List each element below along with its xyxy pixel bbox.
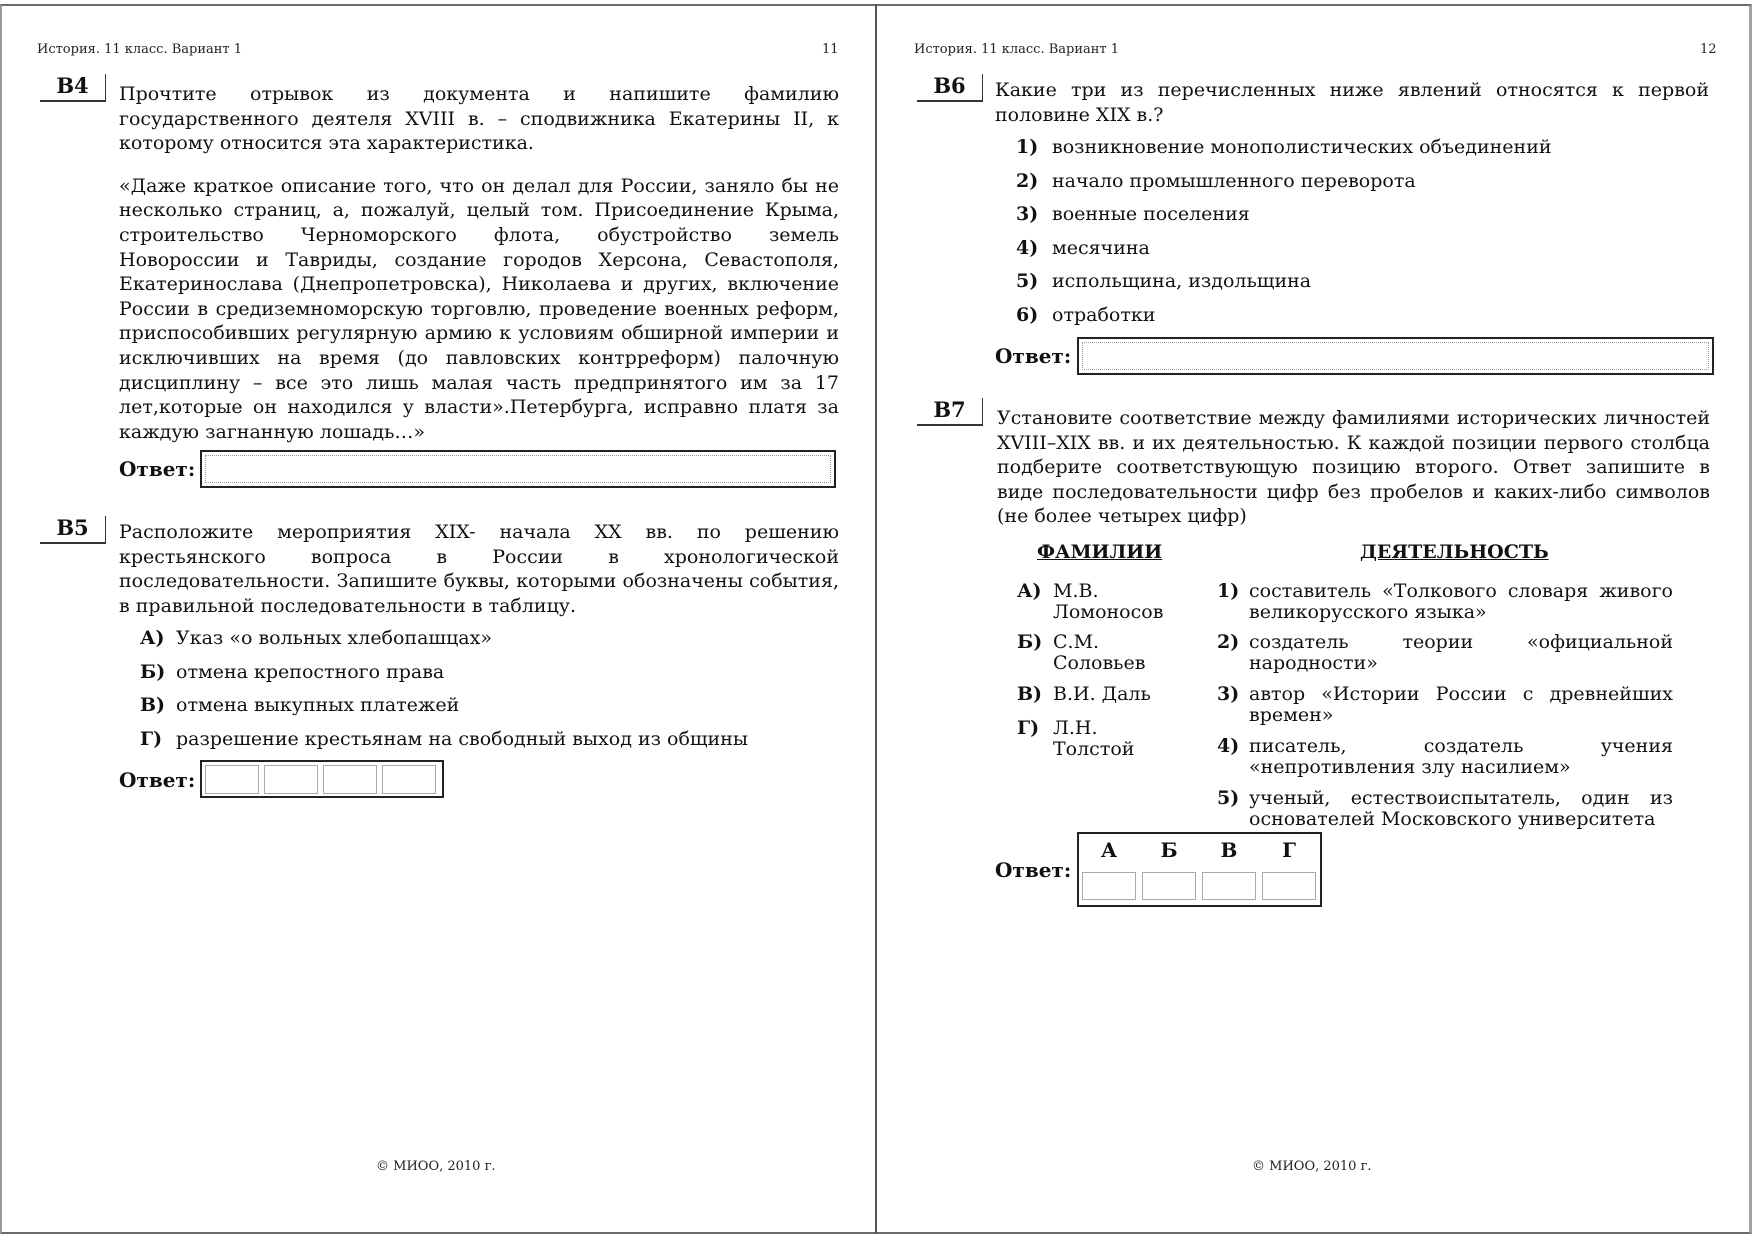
- answer-cell[interactable]: [1142, 872, 1196, 900]
- option-item: 4) месячина: [1016, 236, 1150, 259]
- option-item: В) отмена выкупных платежей: [140, 694, 460, 716]
- answer-cell[interactable]: [1202, 872, 1256, 900]
- task-prompt: Расположите мероприятия XIX- начала XX вв. по решению крестьянского вопроса в России в хронологической последовательности. Запишите буквы, которыми обозначены события, в правильной последовательности в таблицу.: [119, 521, 839, 617]
- answer-cell[interactable]: [264, 765, 318, 794]
- footer-copyright: © МИОО, 2010 г.: [376, 1159, 496, 1174]
- option-item: А) Указ «о вольных хлебопашцах»: [140, 627, 492, 649]
- answer-field[interactable]: [205, 455, 831, 483]
- task-label: В4: [40, 74, 106, 102]
- answer-cell[interactable]: [323, 765, 377, 794]
- option-item: 6) отработки: [1016, 303, 1156, 326]
- left-page: [0, 4, 876, 1234]
- answer-cells: [200, 760, 444, 798]
- option-list: [140, 626, 748, 760]
- answer-cell[interactable]: [1082, 872, 1136, 900]
- answer-field[interactable]: [1082, 342, 1709, 370]
- task-prompt: Какие три из перечисленных ниже явлений относятся к первой половине XIX в.?: [995, 79, 1709, 126]
- running-head: История. 11 класс. Вариант 1: [914, 42, 1120, 57]
- option-item: 5) испольщина, издольщина: [1016, 270, 1312, 292]
- option-item: Б) отмена крепостного права: [140, 660, 445, 683]
- page-number: 12: [1700, 42, 1717, 57]
- answer-grid: [1077, 832, 1322, 907]
- answer-label: Ответ:: [119, 768, 196, 792]
- task-prompt: [119, 82, 839, 444]
- option-item: 2) начало промышленного переворота: [1016, 169, 1416, 192]
- task-label: В7: [917, 398, 983, 426]
- footer-copyright: © МИОО, 2010 г.: [1252, 1159, 1372, 1174]
- answer-cell[interactable]: [382, 765, 436, 794]
- column-header-activities: ДЕЯТЕЛЬНОСТЬ: [1360, 541, 1549, 563]
- running-head: История. 11 класс. Вариант 1: [37, 42, 243, 57]
- answer-label: Ответ:: [995, 858, 1072, 882]
- answer-cell[interactable]: [1262, 872, 1316, 900]
- answer-input[interactable]: [200, 450, 836, 488]
- answer-input[interactable]: [1077, 337, 1714, 375]
- answer-grid-letters: А Б В Г: [1100, 838, 1296, 862]
- page-number: 11: [822, 42, 839, 57]
- option-item: Г) разрешение крестьянам на свободный выход из общины: [140, 727, 748, 750]
- answer-label: Ответ:: [995, 344, 1072, 368]
- answer-label: Ответ:: [119, 457, 196, 481]
- option-item: 1) возникновение монополистических объединений: [1016, 136, 1552, 158]
- prompt-text: Прочтите отрывок из документа и напишите фамилию государственного деятеля XVIII в. – сподвижника Екатерины II, к которому относится эта характеристика.: [119, 83, 839, 155]
- option-list: [1016, 135, 1552, 336]
- task-label: В5: [40, 516, 106, 544]
- quote-text: «Даже краткое описание того, что он делал для России, заняло бы не несколько страниц, а, пожалуй, целый том. Присоединение Крыма, строительство Черноморского флота, обустройство земель Новороссии и Тавриды, создание городов Херсона, Севастополя, Екатеринослава (Днепропетровска), Николаева и других, включение России в средиземноморскую торговлю, проведение военных реформ, приспособивших регулярную армию к условиям обширной империи и исключивших на время (до павловских контрреформ) палочную дисциплину – все это лишь малая часть предпринятого им за 17 лет,которые он находился у власти».Петербурга, исправно платя за каждую загнанную лошадь…»: [119, 174, 839, 443]
- answer-cell[interactable]: [205, 765, 259, 794]
- option-item: 3) военные поселения: [1016, 203, 1250, 225]
- column-header-names: ФАМИЛИИ: [1037, 541, 1163, 563]
- task-prompt: Установите соответствие между фамилиями исторических личностей XVIII–XIX вв. и их деятельностью. К каждой позиции первого столбца подберите соответствующую позицию второго. Ответ запишите в виде последовательности цифр без пробелов и каких-либо символов (не более четырех цифр): [997, 407, 1710, 528]
- right-page: История. 11 класс. Вариант 1 12 В6 Какие три из перечисленных ниже явлений относятся к первой половине XIX в.? 1) возникновение монополистических объединений 2) начало промышленного переворота 3) военные поселения 4) месячина 5) испольщина, издольщина 6) отработки Ответ: В7 Установите соответствие между фамилиями исторических личностей XVIII–XIX вв. и их деятельностью. К каждой позиции первого столбца подберите соответствующую позицию второго. Ответ запишите в виде последовательности цифр без пробелов и каких-либо символов (не более четырех цифр) ФАМИЛИИ ДЕЯТЕЛЬНОСТЬ А) М.В. Ломоносов Б) С.М. Соловьев В) В.И. Даль Г) Л.Н. Толстой 1) составитель «Толкового словаря живого великорусского языка» 2) создатель теории «официальной народности» 3) автор «Истории России с древнейших времен» 4) писатель, создатель учения «непротивления злу насилием» 5) ученый, естествоиспытатель, один из основателей Московского университета Ответ: А Б В Г © МИОО, 2010 г.: [914, 42, 1717, 1174]
- task-label: В6: [917, 74, 983, 102]
